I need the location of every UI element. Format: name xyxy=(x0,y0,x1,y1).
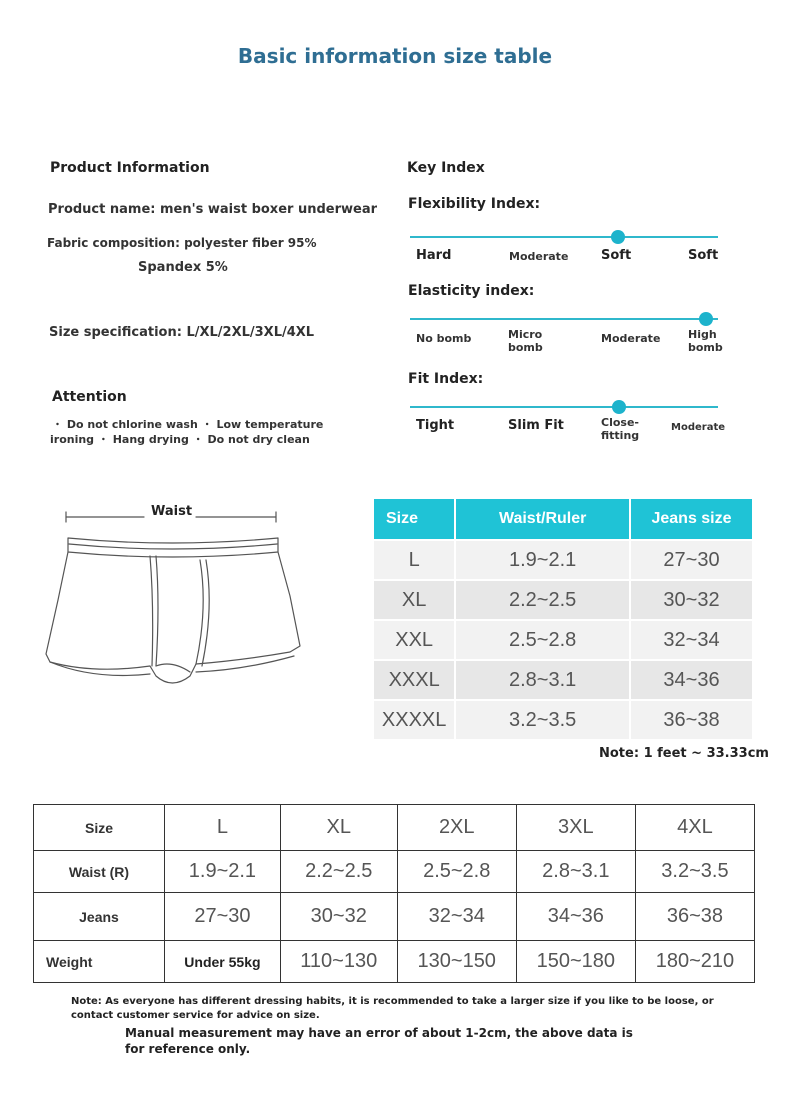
footer-note: Manual measurement may have an error of about 1-2cm, the above data is xyxy=(125,1026,633,1040)
table-row xyxy=(374,580,753,620)
table-cell: 3.2~3.5 xyxy=(455,700,630,739)
elasticity-scale-line xyxy=(410,318,718,320)
table-cell: XL xyxy=(374,580,455,620)
table-cell: L xyxy=(165,805,281,851)
table-cell: L xyxy=(374,540,455,580)
table-cell: 150~180 xyxy=(516,941,635,983)
row-header: Weight xyxy=(34,941,165,983)
table-row xyxy=(34,893,755,941)
table-cell: 130~150 xyxy=(397,941,516,983)
fit-label: Moderate xyxy=(671,422,726,433)
table-cell: XL xyxy=(280,805,397,851)
table-cell: XXXL xyxy=(374,660,455,700)
table-cell: 30~32 xyxy=(280,893,397,941)
table-cell: 27~30 xyxy=(630,540,753,580)
footer-note: Note: As everyone has different dressing habits, it is recommended to take a larger size if you like to be loose, or xyxy=(71,996,714,1007)
flexibility-label: Soft xyxy=(688,248,719,263)
spandex-composition: Spandex 5% xyxy=(138,260,228,275)
table-row xyxy=(34,805,755,851)
waist-label: Waist xyxy=(151,504,193,519)
key-index-heading: Key Index xyxy=(407,160,485,176)
row-header: Size xyxy=(34,805,165,851)
flexibility-label: Moderate xyxy=(509,250,569,263)
table-cell: 2.8~3.1 xyxy=(455,660,630,700)
page-title: Basic information size table xyxy=(237,44,553,68)
table-cell: 2.5~2.8 xyxy=(397,851,516,893)
table-cell: 3XL xyxy=(516,805,635,851)
table-cell: 110~130 xyxy=(280,941,397,983)
flexibility-label: Hard xyxy=(416,248,452,263)
table-cell: 2.8~3.1 xyxy=(516,851,635,893)
elasticity-label: No bomb xyxy=(416,332,472,345)
fit-scale-line xyxy=(410,406,718,408)
table-cell: 2.2~2.5 xyxy=(455,580,630,620)
size-table xyxy=(374,499,754,739)
table-cell: 32~34 xyxy=(397,893,516,941)
table-cell: Under 55kg xyxy=(165,941,281,983)
table-row xyxy=(374,540,753,580)
table-cell: 27~30 xyxy=(165,893,281,941)
table-cell: 32~34 xyxy=(630,620,753,660)
boxer-diagram xyxy=(44,504,306,699)
flexibility-scale-line xyxy=(410,236,718,238)
row-header: Jeans xyxy=(34,893,165,941)
table-row xyxy=(374,660,753,700)
flexibility-marker xyxy=(611,230,625,244)
table-cell: 34~36 xyxy=(630,660,753,700)
elasticity-label: Micro bomb xyxy=(508,328,543,354)
product-name: Product name: men's waist boxer underwear xyxy=(48,202,377,217)
elasticity-label: Moderate xyxy=(601,332,661,345)
table-cell: 180~210 xyxy=(635,941,754,983)
size-table-header: Jeans size xyxy=(630,499,753,540)
fit-label: Tight xyxy=(416,418,455,433)
elasticity-label: High bomb xyxy=(688,328,723,354)
table-row xyxy=(34,941,755,983)
table-cell: 2.5~2.8 xyxy=(455,620,630,660)
fit-title: Fit Index: xyxy=(408,371,484,387)
fit-marker xyxy=(612,400,626,414)
table-row xyxy=(374,620,753,660)
table-cell: XXXXL xyxy=(374,700,455,739)
row-header: Waist (R) xyxy=(34,851,165,893)
table-cell: 34~36 xyxy=(516,893,635,941)
table-cell: 36~38 xyxy=(635,893,754,941)
fit-label: Slim Fit xyxy=(508,418,564,433)
elasticity-marker xyxy=(699,312,713,326)
elasticity-title: Elasticity index: xyxy=(408,283,535,299)
table-cell: 2XL xyxy=(397,805,516,851)
footer-note: contact customer service for advice on size. xyxy=(71,1010,320,1021)
size-table-note: Note: 1 feet ~ 33.33cm xyxy=(599,746,769,761)
table-row xyxy=(34,851,755,893)
footer-note: for reference only. xyxy=(125,1042,251,1056)
table-cell: 1.9~2.1 xyxy=(455,540,630,580)
table-cell: 3.2~3.5 xyxy=(635,851,754,893)
product-info-heading: Product Information xyxy=(50,160,210,176)
fit-label: Close-fitting xyxy=(601,416,640,442)
table-cell: 30~32 xyxy=(630,580,753,620)
flexibility-label: Soft xyxy=(601,248,632,263)
table-cell: XXL xyxy=(374,620,455,660)
flexibility-title: Flexibility Index: xyxy=(408,196,541,212)
attention-line-1: ・ Do not chlorine wash ・ Low temperature xyxy=(52,418,324,431)
table-cell: 36~38 xyxy=(630,700,753,739)
table-cell: 2.2~2.5 xyxy=(280,851,397,893)
fabric-composition: Fabric composition: polyester fiber 95% xyxy=(47,236,317,250)
size-table-header: Size xyxy=(374,499,455,540)
table-cell: 1.9~2.1 xyxy=(165,851,281,893)
table-cell: 4XL xyxy=(635,805,754,851)
attention-line-2: ironing ・ Hang drying ・ Do not dry clean xyxy=(50,433,310,446)
attention-heading: Attention xyxy=(52,389,127,405)
size-table-header: Waist/Ruler xyxy=(455,499,630,540)
table-row xyxy=(374,700,753,739)
size-specification: Size specification: L/XL/2XL/3XL/4XL xyxy=(49,325,315,340)
boxer-shorts-icon xyxy=(44,504,306,699)
size-grid-table xyxy=(33,804,755,983)
